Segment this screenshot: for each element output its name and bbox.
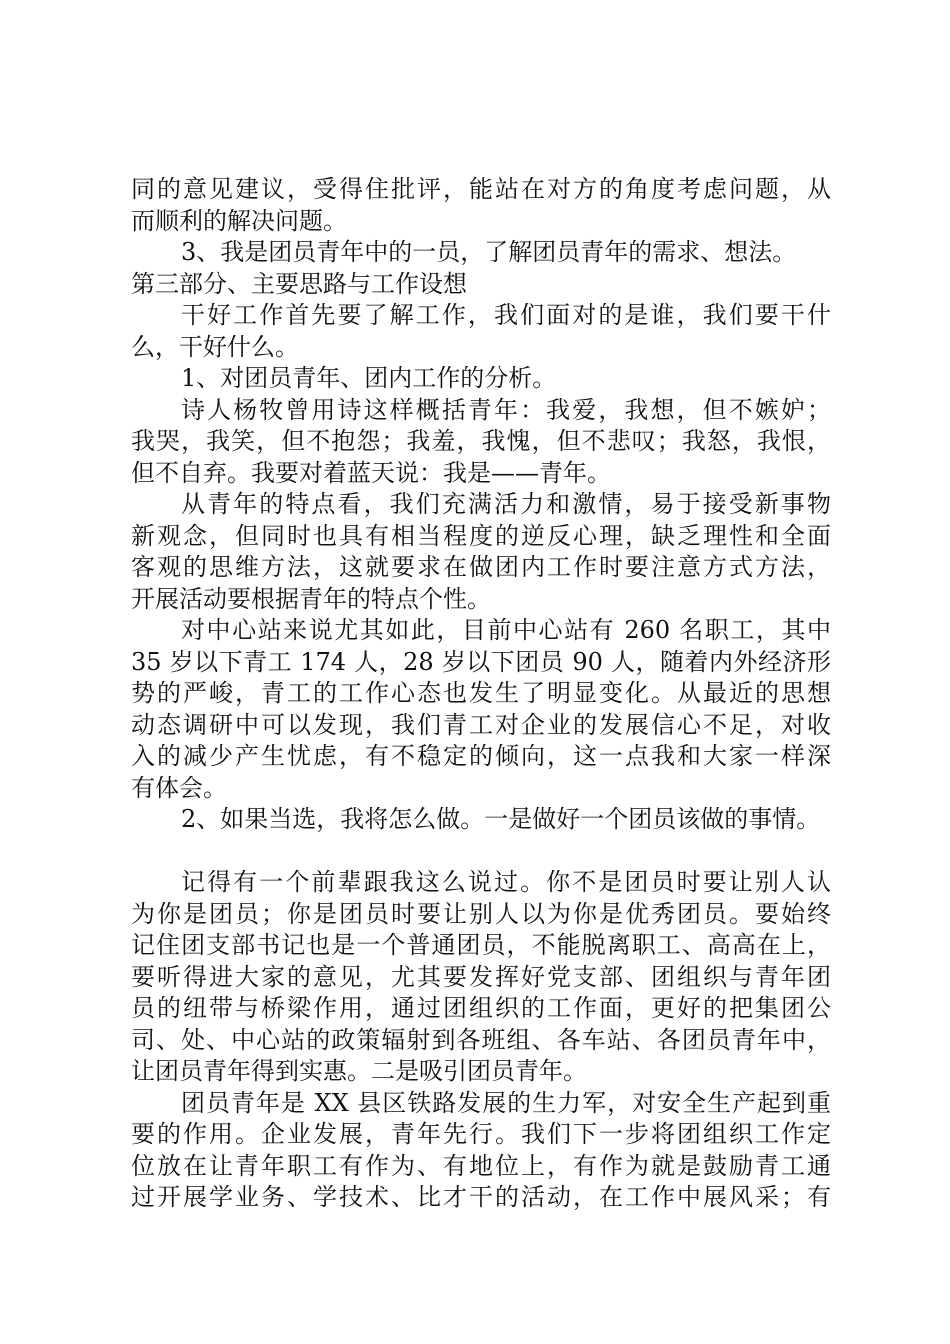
text-line: 干好工作首先要了解工作，我们面对的是谁，我们要干什: [181, 301, 831, 329]
text-line: 势的严峻，青工的工作心态也发生了明显变化。从最近的思想: [131, 679, 831, 707]
text-line: 让团员青年得到实惠。二是吸引团员青年。: [131, 1057, 587, 1085]
section-heading: 第三部分、主要思路与工作设想: [131, 269, 467, 298]
text-line: 而顺利的解决问题。: [131, 206, 347, 235]
text-line: 对中心站来说尤其如此，目前中心站有 260 名职工，其中: [181, 616, 831, 644]
text-line: 有体会。: [131, 773, 227, 802]
text-line: 记得有一个前辈跟我这么说过。你不是团员时要让别人认: [181, 868, 831, 896]
text-line: 诗人杨牧曾用诗这样概括青年：我爱，我想，但不嫉妒；: [181, 395, 831, 424]
text-line: 2、如果当选，我将怎么做。一是做好一个团员该做的事情。: [181, 805, 821, 833]
text-line: 要的作用。企业发展，青年先行。我们下一步将团组织工作定: [131, 1120, 831, 1148]
text-line: 但不自弃。我要对着蓝天说：我是——青年。: [131, 458, 611, 487]
text-line: 我哭，我笑，但不抱怨；我羞，我愧，但不悲叹；我怒，我恨，: [131, 427, 831, 455]
text-line: 从青年的特点看，我们充满活力和激情，易于接受新事物: [181, 490, 831, 518]
text-line: 1、对团员青年、团内工作的分析。: [181, 364, 557, 392]
text-line: 开展活动要根据青年的特点个性。: [131, 584, 491, 613]
text-line: 团员青年是 XX 县区铁路发展的生力军，对安全生产起到重: [181, 1088, 831, 1117]
document-body: [131, 174, 831, 1214]
blank-line: [131, 836, 831, 868]
text-line: 为你是团员；你是团员时要让别人以为你是优秀团员。要始终: [131, 899, 831, 928]
text-line: 过开展学业务、学技术、比才干的活动，在工作中展风采；有: [131, 1183, 831, 1211]
text-line: 司、处、中心站的政策辐射到各班组、各车站、各团员青年中，: [131, 1025, 831, 1054]
text-line: 客观的思维方法，这就要求在做团内工作时要注意方式方法，: [131, 553, 831, 581]
text-line: 入的减少产生忧虑，有不稳定的倾向，这一点我和大家一样深: [131, 742, 831, 770]
text-line: 记住团支部书记也是一个普通团员，不能脱离职工、高高在上，: [131, 931, 831, 959]
text-line: 35 岁以下青工 174 人，28 岁以下团员 90 人，随着内外经济形: [131, 647, 831, 676]
text-line: 么，干好什么。: [131, 332, 299, 361]
text-line: 位放在让青年职工有作为、有地位上，有作为就是鼓励青工通: [131, 1151, 831, 1180]
text-line: 员的纽带与桥梁作用，通过团组织的工作面，更好的把集团公: [131, 994, 831, 1022]
text-line: 动态调研中可以发现，我们青工对企业的发展信心不足，对收: [131, 710, 831, 739]
text-line: 同的意见建议，受得住批评，能站在对方的角度考虑问题，从: [131, 175, 831, 203]
text-line: 3、我是团员青年中的一员，了解团员青年的需求、想法。: [181, 238, 797, 266]
text-line: 新观念，但同时也具有相当程度的逆反心理，缺乏理性和全面: [131, 521, 831, 550]
text-line: 要听得进大家的意见，尤其要发挥好党支部、团组织与青年团: [131, 962, 831, 991]
